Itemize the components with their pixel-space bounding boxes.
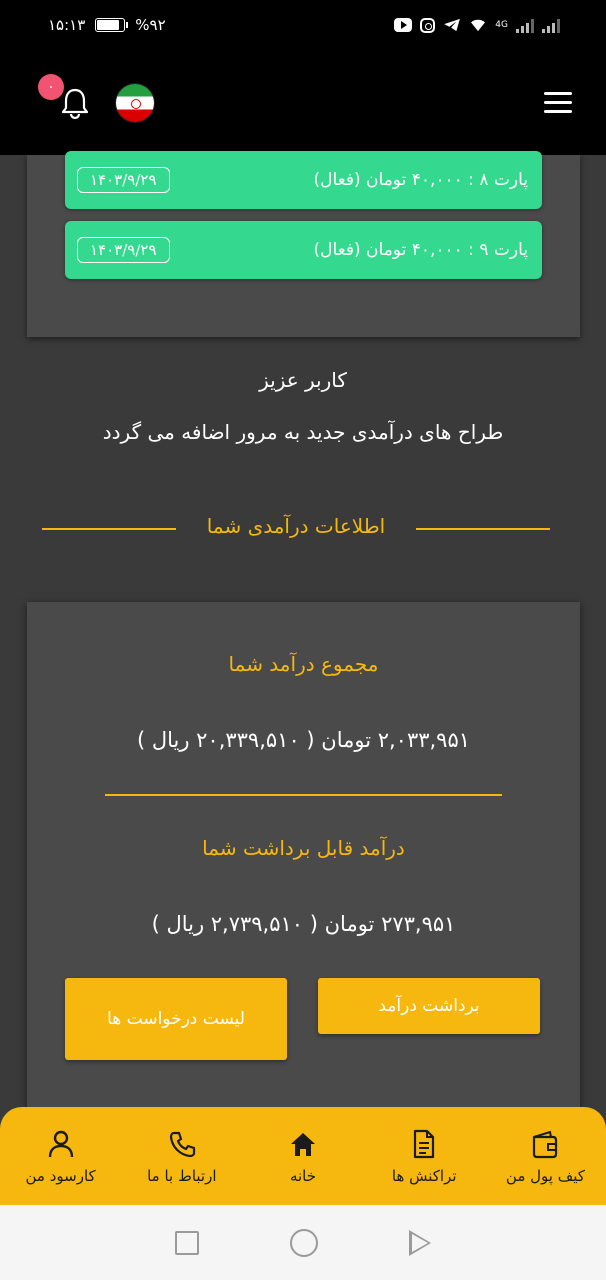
document-icon	[410, 1129, 438, 1159]
nav-label-contact: ارتباط با ما	[147, 1167, 217, 1185]
youtube-icon	[394, 18, 412, 32]
status-time: ۱۵:۱۳	[48, 16, 86, 34]
income-divider	[105, 794, 502, 796]
status-bar	[0, 0, 606, 50]
total-income-label: مجموع درآمد شما	[228, 652, 379, 676]
nav-label-home: خانه	[289, 1167, 317, 1185]
installment-row	[65, 221, 542, 279]
nav-label-transactions: تراکنش ها	[391, 1167, 457, 1185]
bottom-nav	[0, 1107, 606, 1205]
installment-row	[65, 151, 542, 209]
status-right	[394, 17, 560, 33]
app-header	[0, 50, 606, 155]
status-left	[48, 16, 166, 34]
signal-icon-2	[542, 17, 560, 33]
system-navigation-bar	[0, 1205, 606, 1280]
wifi-icon	[469, 18, 487, 32]
notification-badge: ۰	[38, 74, 64, 100]
nav-label-profile: کارسود من	[25, 1167, 96, 1185]
iran-flag-icon[interactable]	[116, 84, 154, 122]
income-heading-text: اطلاعات درآمدی شما	[206, 514, 386, 538]
nav-item-home[interactable]	[242, 1107, 363, 1205]
withdraw-income-button[interactable]: برداشت درآمد	[318, 978, 540, 1034]
installment-text: پارت ۹ : ۴۰,۰۰۰ تومان (فعال)	[313, 240, 528, 260]
battery-percent: %۹۲	[135, 16, 166, 34]
home-icon	[289, 1129, 317, 1159]
wallet-icon	[531, 1129, 559, 1159]
network-type: 4G	[495, 20, 508, 30]
user-icon	[47, 1129, 75, 1159]
withdrawable-income-value: ۲۷۳,۹۵۱ تومان ( ۲,۷۳۹,۵۱۰ ریال )	[151, 912, 456, 936]
installment-date: ۱۴۰۳/۹/۲۹	[77, 237, 170, 263]
telegram-icon	[443, 18, 461, 32]
total-income-value: ۲,۰۳۳,۹۵۱ تومان ( ۲۰,۳۳۹,۵۱۰ ریال )	[136, 728, 471, 752]
installment-text: پارت ۸ : ۴۰,۰۰۰ تومان (فعال)	[313, 170, 528, 190]
nav-item-wallet[interactable]	[485, 1107, 606, 1205]
nav-item-transactions[interactable]	[364, 1107, 485, 1205]
home-circle-icon[interactable]	[290, 1229, 318, 1257]
phone-icon	[168, 1129, 196, 1159]
installments-card	[27, 155, 580, 337]
signal-icon	[516, 17, 534, 33]
installment-date: ۱۴۰۳/۹/۲۹	[77, 167, 170, 193]
nav-item-profile[interactable]	[0, 1107, 121, 1205]
income-section-heading	[42, 512, 550, 546]
recent-apps-icon[interactable]	[175, 1231, 199, 1255]
withdrawable-income-label: درآمد قابل برداشت شما	[202, 836, 405, 860]
nav-label-wallet: کیف پول من	[505, 1167, 585, 1185]
heading-line-right	[416, 528, 550, 530]
nav-item-contact[interactable]	[121, 1107, 242, 1205]
instagram-icon	[420, 18, 435, 33]
back-triangle-icon[interactable]	[409, 1230, 431, 1256]
request-list-button[interactable]: لیست درخواست ها	[65, 978, 287, 1060]
message-body: طراح های درآمدی جدید به مرور اضافه می گردد	[102, 420, 504, 444]
income-card	[27, 602, 580, 1112]
message-title: کاربر عزیز	[259, 368, 347, 392]
hamburger-menu-icon[interactable]	[544, 92, 572, 114]
battery-icon	[95, 18, 125, 32]
